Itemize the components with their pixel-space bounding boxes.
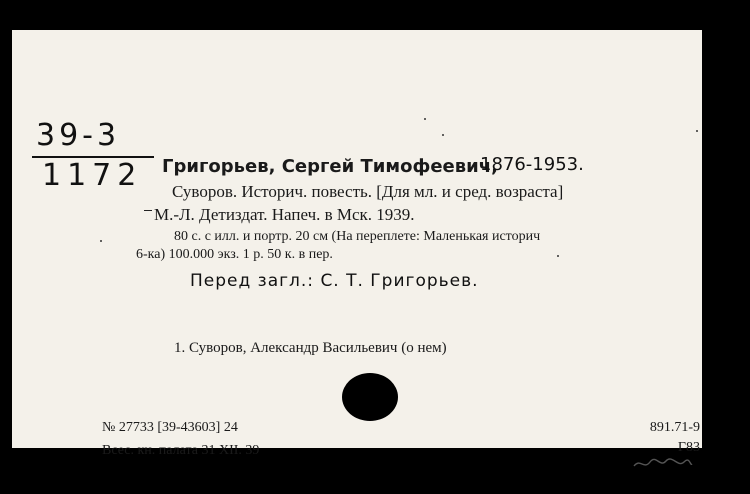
margin-mark xyxy=(144,210,152,211)
ink-speck xyxy=(100,240,102,242)
title-line: Суворов. Историч. повесть. [Для мл. и сред. возраста] xyxy=(172,182,564,201)
ink-speck xyxy=(424,118,426,120)
punch-hole xyxy=(342,373,398,421)
author-heading: Григорьев, Сергей Тимофеевич, xyxy=(162,156,498,177)
author-mark: Г83 xyxy=(677,440,700,455)
chamber-line: Всес. кн. палата 31 XII. 39 xyxy=(102,443,260,458)
author-dates: 1876-1953. xyxy=(480,154,584,175)
collation-line-2: 6-ка) 100.000 экз. 1 р. 50 к. в пер. xyxy=(136,247,333,262)
classification-number: 891.71-9 xyxy=(649,420,700,435)
shelfmark-top: 39-3 xyxy=(36,118,121,153)
ink-speck xyxy=(442,134,444,136)
imprint-line: М.-Л. Детиздат. Напеч. в Мск. 1939. xyxy=(154,205,415,224)
handwritten-scribble xyxy=(632,456,694,470)
ink-speck xyxy=(696,130,698,132)
subject-entry: 1. Суворов, Александр Васильевич (о нем) xyxy=(174,340,447,356)
ink-speck xyxy=(557,255,559,257)
shelfmark-bottom: 1172 xyxy=(42,158,143,193)
collation-line-1: 80 с. с илл. и портр. 20 см (На переплете: Маленькая историч xyxy=(174,229,541,244)
handwritten-note: Перед загл.: С. Т. Григорьев. xyxy=(190,271,479,291)
record-number: № 27733 [39-43603] 24 xyxy=(102,420,238,435)
